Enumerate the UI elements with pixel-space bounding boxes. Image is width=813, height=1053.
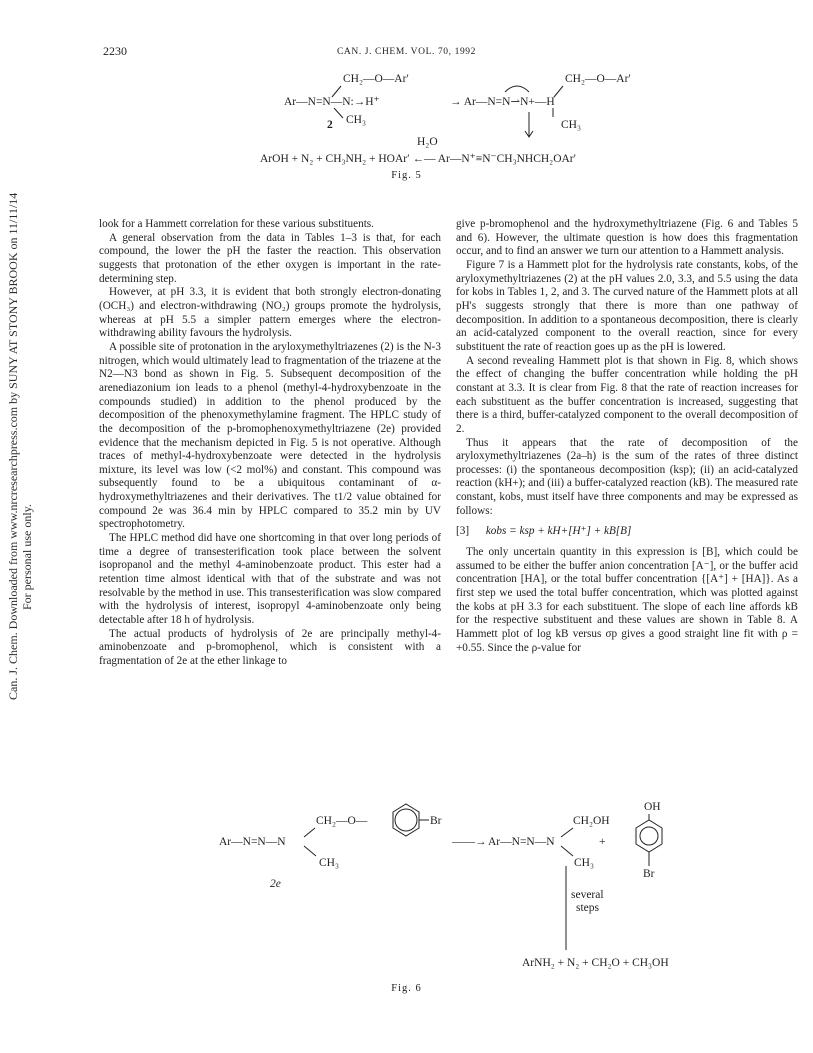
paragraph: give p-bromophenol and the hydroxymethyltriazene (Fig. 6 and Tables 5 and 6). However, the ultimate question is how does this fragmentation occur, and to find an answer we turn our attention to a Hammett analysis. (456, 218, 798, 258)
equation-3 (456, 525, 798, 539)
paragraph: A second revealing Hammett plot is that shown in Fig. 8, which shows the effect of changing the buffer concentration while holding the pH constant at 3.3. It is clear from Fig. 8 that the rate of reaction increases for each substituent as the buffer concentration is increased, suggesting that there is a third, buffer-catalyzed component to the overall decomposition of 2. (456, 354, 798, 435)
equation-text: kobs = ksp + kH+[H⁺] + kB[B] (485, 525, 632, 538)
fig6-final-products: ArNH₂ + N₂ + CH₂O + CH₃OH (522, 957, 669, 969)
fig6-bromo-left: Br (430, 815, 442, 827)
paragraph: The actual products of hydrolysis of 2e are principally methyl-4-aminobenzoate and p-bromophenol, which is consistent with a fragmentation of 2e at the ether linkage to (99, 627, 441, 667)
paragraph: A general observation from the data in Tables 1–3 is that, for each compound, the lower the pH the faster the reaction. This observation suggests that protonation of the ether oxygen is important in the rate-determining step. (99, 231, 441, 285)
paragraph: The only uncertain quantity in this expression is [B], which could be assumed to be either the buffer anion concentration [A⁻], or the buffer acid concentration [HA], or the total buffer concentration {[A⁺] + [HA]}. As a first step we used the total buffer concentration, which was plotted against the kobs at pH 3.3 for each substituent. The slope of each line affords kB for the respective substituent and these values are shown in Table 8. A Hammett plot of log kB versus σp gives a good straight line fit with ρ = +0.55. Since the ρ-value for (456, 546, 798, 654)
paragraph: However, at pH 3.3, it is evident that both strongly electron-donating (OCH₃) and electron-withdrawing (NO₂) groups promote the hydrolysis, whereas at pH 5.5 a simpler pattern emerges where the electron-withdrawing ability favours the hydrolysis. (99, 286, 441, 340)
equation-number: [3] (456, 525, 470, 538)
fig5-products: ArOH + N₂ + CH₃NH₂ + HOAr′ ←— Ar—N⁺≡N⁻CH₃NHCH₂OAr′ (260, 153, 577, 165)
fig6-step-label: several (571, 889, 604, 901)
fig6-right-bottom: CH₃ (574, 857, 594, 869)
fig6-left-main: Ar—N=N—N (219, 836, 286, 848)
fig5-right-bottom: CH₃ (561, 119, 581, 131)
paragraph: The HPLC method did have one shortcoming in that over long periods of time a degree of transesterification took place between the solvent isopropanol and the methyl 4-aminobenzoate product. This ester had a retention time almost identical with that of the substrate and was not resolvable by the method in use. This transesterification was slow compared with the hydrolysis of interest, isopropyl 4-aminobenzoate only being detectable after 18 h of hydrolysis. (99, 532, 441, 627)
paragraph: Figure 7 is a Hammett plot for the hydrolysis rate constants, kobs, of the aryloxymethyltriazenes (2) at the pH values 2.0, 3.3, and 5.5 using the data for kobs in Tables 1, 2, and 3. The curved nature of the Hammett plots at all pH's suggests strongly that there is more than one pathway of decomposition. In addition to a spontaneous decomposition, there is clearly an acid-catalyzed component to the overall reaction, since for every substituent the rate of reaction goes up as the pH is lowered. (456, 258, 798, 353)
right-column (456, 218, 798, 655)
fig5-left-main: Ar—N=N—N:→H⁺ (284, 96, 380, 108)
fig6-plus: + (599, 836, 606, 848)
fig5-bonds (0, 0, 813, 180)
fig6-left-bottom: CH₃ (319, 857, 339, 869)
download-note: Can. J. Chem. Downloaded from www.nrcresearchpress.com by SUNY AT STONY BROOK on 11/11/14 (6, 192, 20, 700)
fig5-water: H₂O (417, 136, 438, 148)
fig5-compound-label: 2 (327, 119, 333, 131)
fig6-right-main: Ar—N=N—N (488, 836, 555, 848)
left-column (99, 218, 441, 669)
page-number: 2230 (103, 44, 127, 58)
fig6-right-top: CH₂OH (573, 815, 610, 827)
fig5-right-top: CH₂—O—Ar′ (565, 73, 631, 85)
fig6-bromo-right: Br (643, 868, 655, 880)
fig6-step-label: steps (576, 902, 599, 914)
fig5-left-top: CH₂—O—Ar′ (343, 73, 409, 85)
fig6-left-top: CH₂—O— (316, 815, 368, 827)
fig6-reaction-arrow: ——→ (452, 836, 487, 848)
fig6-compound-label: 2e (270, 878, 281, 890)
fig5-left-bottom: CH₃ (346, 114, 366, 126)
fig6-caption: Fig. 6 (391, 983, 422, 994)
running-head: CAN. J. CHEM. VOL. 70, 1992 (336, 47, 476, 57)
fig6-bonds (0, 780, 813, 960)
personal-use-note: For personal use only. (20, 504, 34, 610)
paragraph: Thus it appears that the rate of decomposition of the aryloxymethyltriazenes (2a–h) is the sum of the rates of three distinct processes: (i) the spontaneous decomposition (ksp); (ii) an acid-catalyzed reaction (kH+); and (iii) a buffer-catalyzed reaction (kB). The measured rate constant, kobs, must itself have three components and may be expressed as follows: (456, 436, 798, 517)
fig6-hydroxyl: OH (644, 801, 661, 813)
paragraph: A possible site of protonation in the aryloxymethyltriazenes (2) is the N-3 nitrogen, which would ultimately lead to fragmentation of the triazene at the N2—N3 bond as shown in Fig. 5. Subsequent decomposition of the arenediazonium ion leads to a phenol (methyl-4-hydroxybenzoate in the compounds studied) in addition to the phenol produced by the decomposition of the phenoxymethylamine fragment. The HPLC study of the decomposition of the p-bromophenoxymethyltriazene (2e) provided evidence that the mechanism depicted in Fig. 5 is not operative. Although traces of methyl-4-hydroxybenzoate were detected in the hydrolysis mixture, its level was low (<2 mol%) and constant. This compound was subsequently found to be a ubiquitous contaminant of α-hydroxymethyltriazenes and their derivatives. The t1/2 value obtained for compound 2e was 36.4 min by HPLC compared to 35.2 min by UV spectrophotometry. (99, 340, 441, 531)
fig5-caption: Fig. 5 (391, 170, 422, 181)
fig5-right-main: → Ar—N=N⇀N+—H (450, 96, 555, 108)
paragraph: look for a Hammett correlation for these various substituents. (99, 218, 374, 230)
